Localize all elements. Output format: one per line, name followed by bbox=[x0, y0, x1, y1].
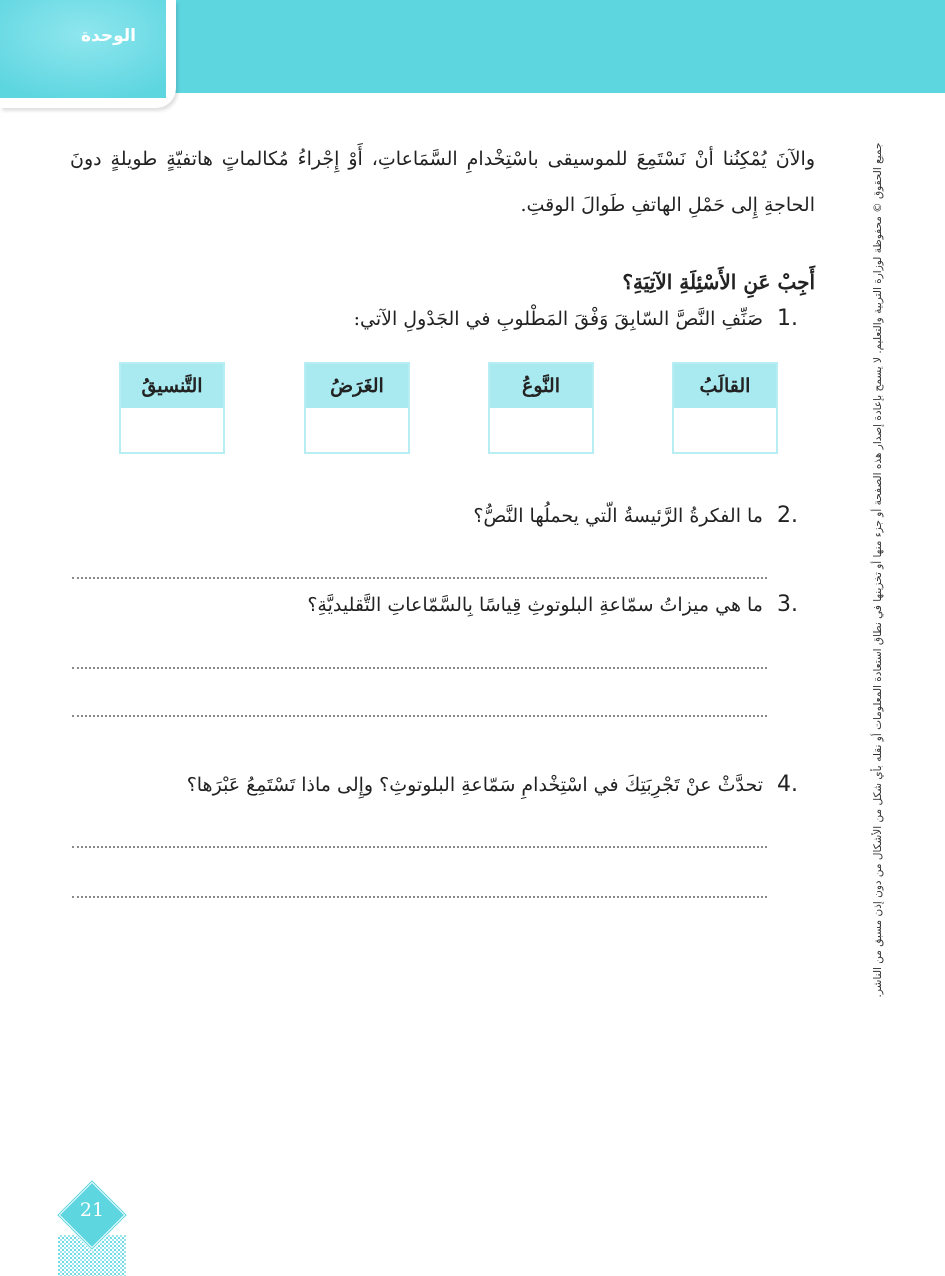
answer-line[interactable] bbox=[72, 667, 767, 669]
category-box-purpose bbox=[304, 362, 410, 454]
category-box-type bbox=[488, 362, 594, 454]
question-number: 1. bbox=[777, 306, 798, 331]
category-answer-cell[interactable] bbox=[674, 408, 776, 452]
category-answer-cell[interactable] bbox=[121, 408, 223, 452]
copyright-text: جميع الحقوق © محفوظة لوزارة التربية والتعليم. لا يسمح بإعادة إصدار هذه الصفحة أو جزء منها أو تخزينها في نطاق استعادة المعلومات أو نقله بأي شكل من الأشكال من دون إذن مسبق من الناشر. bbox=[872, 142, 884, 998]
category-header: النَّوعُ bbox=[490, 364, 592, 408]
page-number: 21 bbox=[79, 1199, 105, 1221]
instruction-heading: أَجِبْ عَنِ الأَسْئِلَةِ الآتِيَةِ؟ bbox=[622, 270, 815, 294]
question-text: تحدَّثْ عنْ تَجْرِبَتِكَ في اسْتِخْدامِ سَمّاعةِ البلوتوثِ؟ وإِلى ماذا تَسْتَمِعُ عَبْرَها؟ bbox=[186, 774, 763, 796]
question-1 bbox=[354, 306, 815, 331]
answer-line[interactable] bbox=[72, 846, 767, 848]
unit-tab bbox=[0, 0, 176, 108]
category-box-format bbox=[119, 362, 225, 454]
question-3 bbox=[307, 592, 815, 617]
category-box-template bbox=[672, 362, 778, 454]
question-text: ما الفكرةُ الرَّئيسةُ الّتي يحملُها النَّصُّ؟ bbox=[473, 505, 763, 527]
answer-line[interactable] bbox=[72, 715, 767, 717]
answer-line[interactable] bbox=[72, 896, 767, 898]
question-number: 3. bbox=[777, 592, 798, 617]
unit-tab-pattern bbox=[0, 0, 166, 98]
unit-label: الوحدة bbox=[81, 26, 136, 46]
page-badge-icon bbox=[54, 1177, 130, 1276]
unit-tab-fill bbox=[0, 0, 166, 98]
category-header: التَّنسيقُ bbox=[121, 364, 223, 408]
passage-text: والآنَ يُمْكِنُنا أنْ نَسْتَمِعَ للموسيقى باسْتِخْدامِ السَّمَاعاتِ، أَوْ إِجْراءُ مُكالماتٍ هاتفيّةٍ طويلةٍ دونَ الحاجةِ إِلى حَمْلِ الهاتفِ طَوالَ الوقتِ. bbox=[70, 148, 815, 216]
question-4 bbox=[187, 772, 815, 797]
category-header: الغَرَضُ bbox=[306, 364, 408, 408]
question-2 bbox=[473, 503, 815, 528]
question-text: صَنِّفِ النَّصَّ السّابِقَ وَفْقَ المَطْلوبِ في الجَدْولِ الآتي: bbox=[353, 308, 763, 330]
category-answer-cell[interactable] bbox=[490, 408, 592, 452]
question-text: ما هي ميزاتُ سمّاعةِ البلوتوثِ قِياسًا بِالسَّمّاعاتِ التَّقليديَّةِ؟ bbox=[307, 594, 763, 616]
question-number: 2. bbox=[777, 503, 798, 528]
header-band bbox=[175, 0, 945, 93]
copyright-side-note bbox=[859, 142, 897, 998]
answer-line[interactable] bbox=[72, 577, 767, 579]
category-header: القالَبُ bbox=[674, 364, 776, 408]
question-number: 4. bbox=[777, 772, 798, 797]
category-answer-cell[interactable] bbox=[306, 408, 408, 452]
